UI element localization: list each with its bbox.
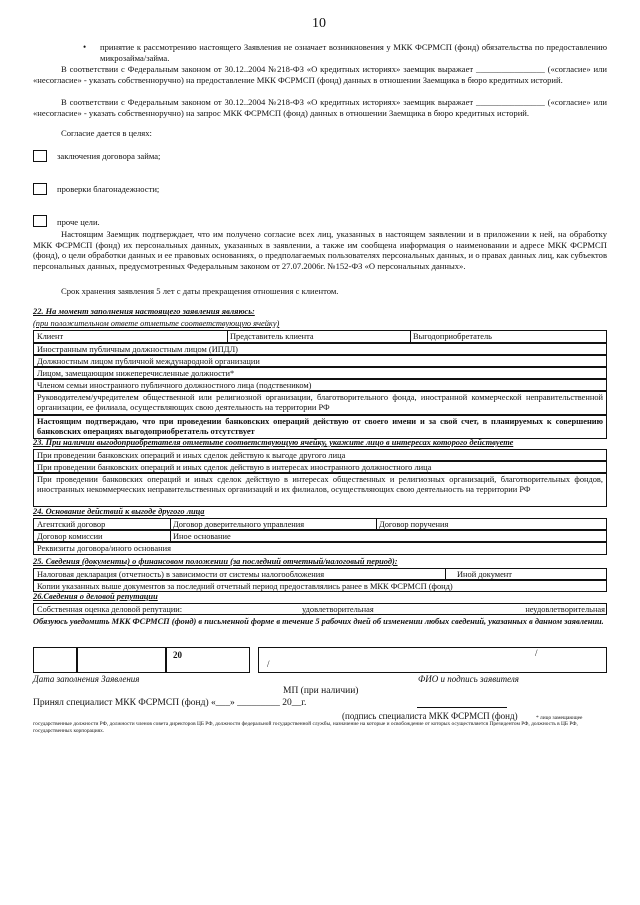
storage-term: Срок хранения заявления 5 лет с даты прекращения отношения с клиентом. xyxy=(61,286,339,296)
tax-declaration-option[interactable]: Налоговая декларация (отчетность) в зависимости от системы налогообложения xyxy=(37,570,325,579)
benefit-other-option: При проведении банковских операций и иных сделок действую к выгоде другого лица xyxy=(37,451,346,460)
table-row xyxy=(33,568,607,580)
table-row xyxy=(33,518,607,530)
table-row[interactable] xyxy=(33,367,607,379)
date-year-prefix: 20 xyxy=(173,650,182,660)
date-month-box[interactable] xyxy=(77,647,166,673)
ngo-head-option: Руководителем/учредителем общественной или религиозной организации, благотворительного фонда, иностранной коммерческой неправительственной организации, ее филиала, осуществляющих свою деятельность на территории РФ xyxy=(37,393,603,412)
table-row xyxy=(33,530,607,542)
table-row xyxy=(33,330,607,343)
international-official-option: Должностным лицом публичной международной организации xyxy=(37,357,260,366)
purposes-title: Согласие дается в целях: xyxy=(61,128,152,138)
purpose-reliability-checkbox[interactable] xyxy=(33,183,47,195)
table-row xyxy=(33,603,607,615)
signature-line xyxy=(417,707,507,708)
role-client-representative[interactable]: Представитель клиента xyxy=(230,332,314,341)
purpose-loan-label: заключения договора займа; xyxy=(57,151,161,161)
purpose-other-label: проче цели. xyxy=(57,217,100,227)
change-notice: Обязуюсь уведомить МКК ФСРМСП (фонд) в письменной форме в течение 5 рабочих дней об изменении любых сведений, указанных в данном заявлении. xyxy=(33,617,604,626)
table-row[interactable] xyxy=(33,379,607,391)
trust-management-option[interactable]: Договор доверительного управления xyxy=(173,520,305,529)
section-26-title: 26.Сведения о деловой репутации xyxy=(33,592,158,601)
agency-agreement-option[interactable]: Агентский договор xyxy=(37,520,106,529)
table-row[interactable] xyxy=(33,415,607,439)
footnote-marker: * лицо замещающее xyxy=(536,715,583,721)
bullet-text: принятие к рассмотрению настоящего Заявления не означает возникновения у МКК ФСРМСП (фонд) обязательства по предоставлению микрозайма/займа. xyxy=(100,42,607,63)
date-day-box[interactable] xyxy=(33,647,77,673)
page-number: 10 xyxy=(312,16,326,31)
applicant-signature-box[interactable] xyxy=(258,647,607,673)
footnote-text: государственные должности РФ, должности членов совета директоров ЦБ РФ, должности федеральной государственной службы, назначение на которые и освобождение от которых осуществляется Президентом РФ, должность в ЦБ РФ, государственных корпорациях. xyxy=(33,721,578,734)
own-behalf-option: Настоящим подтверждаю, что при проведении банковских операций действую от своего имени и за свой счет, в планируемых к совершению банковских операциях выгодоприобретатель отсутствует xyxy=(37,417,603,436)
other-document-option[interactable]: Иной документ xyxy=(457,570,512,579)
benefit-ngo-option: При проведении банковских операций и иных сделок действую в интересах общественных и религиозных организаций, благотворительных фондов, иностранных некоммерческих неправительственных организаций и их филиалов, осуществляющих свою деятельность на территории РФ xyxy=(37,475,603,494)
date-year-box[interactable] xyxy=(166,647,250,673)
contract-details-field: Реквизиты договора/иного основания xyxy=(37,544,171,553)
purpose-reliability-label: проверки благонадежности; xyxy=(57,184,160,194)
consent-bki-provide: В соответствии с Федеральным законом от 30.12..2004 №218-ФЗ «О кредитных историях» заемщик выражает ________________ («согласие» или «несогласие» - указать собственноручно) на предоставление МКК ФСРМСП (фонд) данных в отношении Заемщика в бюро кредитных историй. xyxy=(33,64,607,85)
other-basis-option[interactable]: Иное основание xyxy=(173,532,231,541)
table-row[interactable] xyxy=(33,343,607,355)
listed-position-option: Лицом, замещающим нижеперечисленные должности* xyxy=(37,369,235,378)
ipdl-family-option: Членом семьи иностранного публичного должностного лица (подствеником) xyxy=(37,381,312,390)
table-row[interactable] xyxy=(33,542,607,555)
date-label: Дата заполнения Заявления xyxy=(33,674,140,684)
role-beneficiary[interactable]: Выгодоприобретатель xyxy=(413,332,492,341)
role-client[interactable]: Клиент xyxy=(37,332,64,341)
section-24-title: 24. Основание действий к выгоде другого лица xyxy=(33,507,205,516)
accepted-by: Принял специалист МКК ФСРМСП (фонд) «___» _________ 20__г. xyxy=(33,698,307,708)
benefit-foreign-official-option: При проведении банковских операций и иных сделок действую в интересах иностранного должностного лица xyxy=(37,463,432,472)
table-row[interactable] xyxy=(33,391,607,415)
fio-label: ФИО и подпись заявителя xyxy=(418,674,519,684)
slash-separator: / xyxy=(535,648,538,658)
section-22-title: 22. На момент заполнения настоящего заявления являюсь: xyxy=(33,307,255,316)
table-row[interactable] xyxy=(33,580,607,592)
section-23-title: 23. При наличии выгодоприобретателя отметьте соответствующую ячейку, укажите лицо в интересах которого действуете xyxy=(33,438,514,447)
consent-bki-request: В соответствии с Федеральным законом от 30.12..2004 №218-ФЗ «О кредитных историях» заемщик выражает ________________ («согласие» или «несогласие» - указать собственноручно) на запрос МКК ФСРМСП (фонд) данных в отношении Заемщика в бюро кредитных историй. xyxy=(33,97,607,118)
specialist-sign-label: (подпись специалиста МКК ФСРМСП (фонд) xyxy=(342,711,518,721)
slash-separator: / xyxy=(267,659,270,669)
confirmation-paragraph: Настоящим Заемщик подтверждает, что им получено согласие всех лиц, указанных в настоящем заявлении и в приложении к ней, на обработку МКК ФСРМСП (фонд) их персональных данных, указанных в заявлении, а также им сообщена информация о наименовании и адресе МКК ФСРМСП (фонд), о цели обработки данных и ее правовых основаниях, о предполагаемых пользователях персональных данных, и о правах данных лиц, как субъектов персональных данных, предусмотренных Федеральным законом от 27.07.2006г. №152-ФЗ «О персональных данных». xyxy=(33,229,607,271)
table-row[interactable] xyxy=(33,461,607,473)
bullet-icon: • xyxy=(83,42,87,52)
table-row[interactable] xyxy=(33,355,607,367)
commission-agreement-option[interactable]: Договор комиссии xyxy=(37,532,103,541)
copies-provided-option: Копии указанных выше документов за последний отчетный период предоставлялись ранее в МКК ФСРМСП (фонд) xyxy=(37,582,453,591)
commission-order-option[interactable]: Договор поручения xyxy=(379,520,449,529)
stamp-label: МП (при наличии) xyxy=(283,686,359,696)
section-25-title: 25. Сведения (документы) о финансовом положении (за последний отчетный/налоговый период): xyxy=(33,557,398,566)
reputation-label: Собственная оценка деловой репутации: xyxy=(37,605,183,614)
section-22-subtitle: (при положительном ответе отметьте соответствующую ячейку) xyxy=(33,319,280,328)
reputation-satisfactory-option[interactable]: удовлетворительная xyxy=(302,605,374,614)
reputation-unsatisfactory-option[interactable]: неудовлетворительная xyxy=(525,605,605,614)
purpose-other-checkbox[interactable] xyxy=(33,215,47,227)
table-row[interactable] xyxy=(33,473,607,507)
purpose-loan-checkbox[interactable] xyxy=(33,150,47,162)
table-row[interactable] xyxy=(33,449,607,461)
ipdl-option: Иностранным публичным должностным лицом (ИПДЛ) xyxy=(37,345,238,354)
